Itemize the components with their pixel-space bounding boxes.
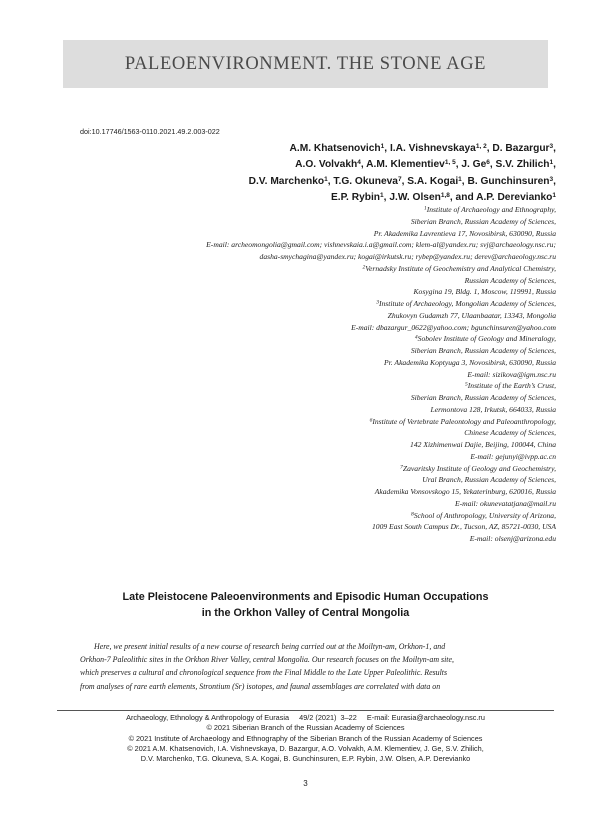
article-title-line: in the Orkhon Valley of Central Mongolia xyxy=(201,606,410,619)
affiliation-line: $^3$Institute of Archaeology, Mongolian Academy of Sciences, xyxy=(376,299,556,308)
copyright-line: D.V. Marchenko, T.G. Okuneva, S.A. Kogai, B. Gunchinsuren, E.P. Rybin, J.W. Olsen, A.P. Derevianko xyxy=(140,754,471,764)
abstract xyxy=(80,640,556,693)
affiliation-line: Russian Academy of Sciences, xyxy=(464,275,556,285)
section-title: PALEOENVIRONMENT. THE STONE AGE xyxy=(124,53,487,74)
affiliation-line: Akademika Vonsovskogo 15, Yekaterinburg, 620016, Russia xyxy=(374,487,556,496)
affiliation-line: Siberian Branch, Russian Academy of Sciences, xyxy=(410,216,556,226)
abstract-line: Orkhon-7 Paleolithic sites in the Orkhon River Valley, central Mongolia. Our research focuses on the Moiltyn-am site, xyxy=(80,655,454,665)
affiliation-line: $^4$Sobolev Institute of Geology and Mineralogy, xyxy=(414,334,556,344)
copyright-line: © 2021 Institute of Archaeology and Ethnography of the Siberian Branch of the Russian Academy of Sciences xyxy=(128,733,483,743)
affiliation-email: E-mail: gejunyi@ivpp.ac.cn xyxy=(470,451,556,461)
abstract-line: Here, we present initial results of a new course of research being carried out at the Moiltyn-am, Orkhon-1, and xyxy=(94,642,446,651)
author-line: A.M. Khatsenovich$^1$, I.A. Vishnevskaya$^{1, 2}$, D. Bazargur$^3$, xyxy=(289,143,556,154)
copyright-line: © 2021 A.M. Khatsenovich, I.A. Vishnevskaya, D. Bazargur, A.O. Volvakh, A.M. Klementiev, J. Ge, S.V. Zhilich, xyxy=(127,743,484,753)
doi: doi:10.17746/1563-0110.2021.49.2.003-022 xyxy=(80,127,220,136)
affiliation-line: $^2$Vernadsky Institute of Geochemistry and Analytical Chemistry, xyxy=(362,263,556,273)
affiliation-email: E-mail: okunevatatjana@mail.ru xyxy=(454,498,556,508)
section-header-banner xyxy=(63,40,548,88)
affiliation-line: Pr. Akademika Lavrentieva 17, Novosibirsk, 630090, Russia xyxy=(373,228,556,238)
affiliation-email: E-mail: olsenj@arizona.edu xyxy=(469,534,556,543)
affiliation-email: E-mail: archeomongolia@gmail.com; vishnevskaia.i.a@gmail.com; klem-al@yandex.ru; svj@archaeology.nsc.ru; xyxy=(206,240,556,250)
affiliation-line: $^1$Institute of Archaeology and Ethnography, xyxy=(423,205,556,214)
affiliation-email: dasha-smychagina@yandex.ru; kogai@irkutsk.ru; rybep@yandex.ru; derev@archaeology.nsc.ru xyxy=(259,252,556,261)
affiliation-line: Zhukovyn Gudamzh 77, Ulaanbaatar, 13343, Mongolia xyxy=(387,310,556,320)
author-list xyxy=(76,141,556,206)
affiliation-line: 1009 East South Campus Dr., Tucson, AZ, 85721-0030, USA xyxy=(371,522,556,532)
footer-divider xyxy=(57,710,554,711)
affiliation-line: 142 Xizhimenwai Dajie, Beijing, 100044, China xyxy=(410,440,556,449)
copyright-footer xyxy=(57,713,554,764)
author-line: E.P. Rybin$^1$, J.W. Olsen$^{1,8}$, and A.P. Derevianko$^1$ xyxy=(330,191,556,203)
article-title xyxy=(60,590,551,621)
author-line: A.O. Volvakh$^4$, A.M. Klementiev$^{1, 5}$, J. Ge$^6$, S.V. Zhilich$^1$, xyxy=(295,159,556,171)
affiliation-line: Siberian Branch, Russian Academy of Sciences, xyxy=(410,346,556,355)
page-number: 3 xyxy=(303,779,308,788)
affiliation-line: $^7$Zavaritsky Institute of Geology and Geochemistry, xyxy=(400,463,556,473)
affiliation-email: E-mail: sizikova@igm.nsc.ru xyxy=(467,369,556,379)
affiliation-line: $^8$School of Anthropology, University of Arizona, xyxy=(411,510,556,520)
abstract-line: from analyses of rare earth elements, Strontium (Sr) isotopes, and faunal assemblages are correlated with data on xyxy=(80,681,441,691)
journal-info: Archaeology, Ethnology & Anthropology of Eurasia 49/2 (2021) 3–22 E-mail: Eurasia@archaeology.nsc.ru xyxy=(126,713,485,722)
affiliation-line: Kosygina 19, Bldg. 1, Moscow, 119991, Russia xyxy=(413,287,556,297)
affiliation-line: Chinese Academy of Sciences, xyxy=(464,428,556,438)
affiliation-line: Lermontova 128, Irkutsk, 664033, Russia xyxy=(430,404,556,414)
affiliation-line: Siberian Branch, Russian Academy of Sciences, xyxy=(410,393,556,402)
affiliation-line: Ural Branch, Russian Academy of Sciences, xyxy=(422,475,556,485)
affiliations xyxy=(56,204,556,545)
affiliation-email: E-mail: dbazargur_0622@yahoo.com; bgunchinsuren@yahoo.com xyxy=(351,322,556,332)
abstract-line: which preserves a cultural and chronological sequence from the Final Middle to the Late Upper Paleolithic. Results xyxy=(80,668,448,678)
affiliation-line: Pr. Akademika Koptyuga 3, Novosibirsk, 630090, Russia xyxy=(384,357,556,367)
author-line: D.V. Marchenko$^1$, T.G. Okuneva$^7$, S.A. Kogai$^1$, B. Gunchinsuren$^3$, xyxy=(248,175,556,187)
copyright-line: © 2021 Siberian Branch of the Russian Academy of Sciences xyxy=(206,723,405,733)
affiliation-line: $^5$Institute of the Earth’s Crust, xyxy=(465,381,556,391)
affiliation-line: $^6$Institute of Vertebrate Paleontology and Paleoanthropology, xyxy=(369,416,556,426)
article-title-line: Late Pleistocene Paleoenvironments and Episodic Human Occupations xyxy=(122,591,489,603)
